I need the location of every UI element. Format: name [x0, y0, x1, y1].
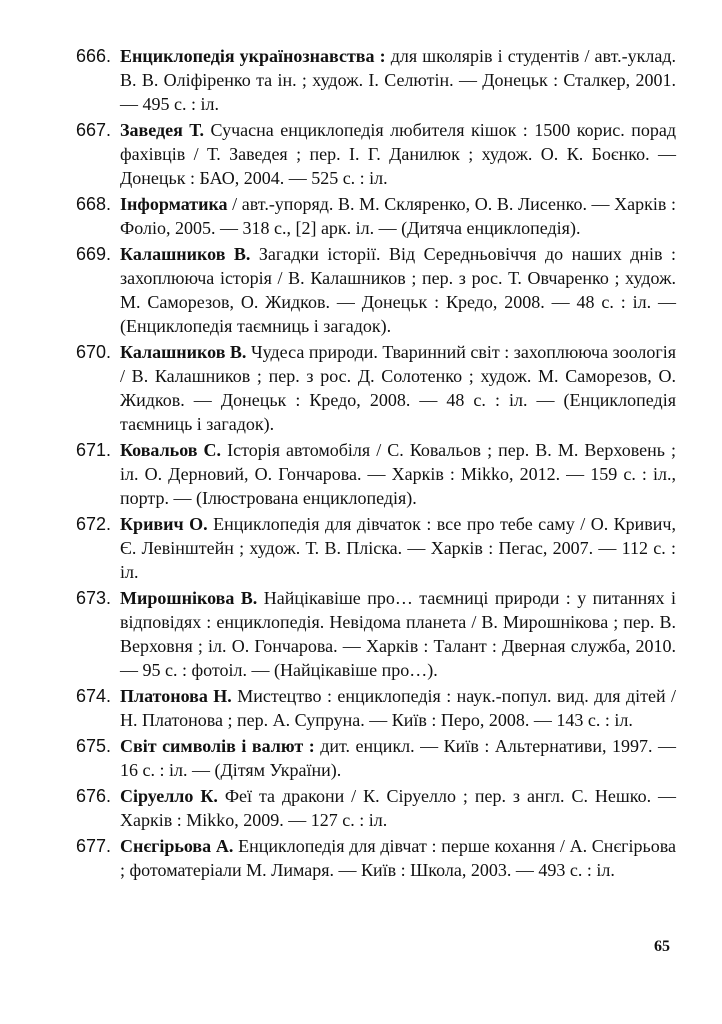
entry-heading: Калашников В.	[120, 244, 251, 264]
entry-number: 668.	[76, 194, 112, 214]
entry-heading: Кривич О.	[120, 514, 208, 534]
entry-body	[120, 734, 676, 782]
entry-heading: Калашников В.	[120, 342, 247, 362]
entry-heading: Ковальов С.	[120, 440, 222, 460]
entry-text: Сучасна енциклопедія любителя кішок : 1500 корис. порад фахівців / Т. Заведея ; пер. І. Г. Данилюк ; худож. О. К. Боєнко. — Донецьк : БАО, 2004. — 525 с. : іл.	[120, 120, 677, 188]
entry-text: Мистецтво : енциклопедія : наук.-попул. вид. для дітей / Н. Платонова ; пер. А. Супруна. — Київ : Перо, 2008. — 143 с. : іл.	[120, 686, 676, 730]
entry-text: дит. енцикл. — Київ : Альтернативи, 1997. — 16 с. : іл. — (Дітям України).	[120, 736, 676, 780]
entry-heading: Світ символів і валют :	[120, 736, 315, 756]
bibliography-entry	[76, 192, 676, 240]
entry-body	[120, 192, 676, 240]
entry-body	[120, 512, 676, 584]
entry-heading: Мирошнікова В.	[120, 588, 258, 608]
entry-text: Чудеса природи. Тваринний світ : захоплююча зоологія / В. Калашников ; пер. з рос. Д. Солотенко ; худож. М. Саморезов, О. Жидков. — Донецьк : Кредо, 2008. — 48 с. : іл. — (Енциклопедія таємниць і загадок).	[120, 342, 676, 434]
entry-text: Енциклопедія для дівчат : перше кохання / А. Снєгірьова ; фотоматеріали М. Лимаря. — Київ : Школа, 2003. — 493 с. : іл.	[120, 836, 677, 880]
entry-number: 675.	[76, 736, 112, 756]
entry-text: Історія автомобіля / С. Ковальов ; пер. В. М. Верховень ; іл. О. Дерновий, О. Гончарова. — Харків : Mikko, 2012. — 159 с. : іл., портр. — (Ілюстрована енциклопедія).	[120, 440, 676, 508]
entry-heading: Енциклопедія українознавства :	[120, 46, 386, 66]
entry-number: 677.	[76, 836, 112, 856]
entry-number: 666.	[76, 46, 112, 66]
entry-number: 667.	[76, 120, 112, 140]
entry-heading: Снєгірьова А.	[120, 836, 234, 856]
entry-number: 670.	[76, 342, 112, 362]
entry-body	[120, 340, 676, 436]
entry-body	[120, 784, 676, 832]
bibliography-entry	[76, 438, 676, 510]
bibliography-list	[76, 44, 676, 884]
entry-number: 669.	[76, 244, 112, 264]
entry-body	[120, 44, 676, 116]
bibliography-entry	[76, 118, 676, 190]
bibliography-entry	[76, 684, 676, 732]
bibliography-entry	[76, 512, 676, 584]
entry-text: Енциклопедія для дівчаток : все про тебе саму / О. Кривич, Є. Левінштейн ; худож. Т. В. Пліска. — Харків : Пегас, 2007. — 112 с. : іл.	[120, 514, 676, 582]
entry-number: 671.	[76, 440, 112, 460]
entry-text: Феї та дракони / К. Сіруелло ; пер. з англ. С. Нешко. — Харків : Mikko, 2009. — 127 с. : іл.	[120, 786, 676, 830]
entry-body	[120, 118, 676, 190]
entry-body	[120, 684, 676, 732]
bibliography-entry	[76, 44, 676, 116]
entry-body	[120, 834, 676, 882]
entry-heading: Сіруелло К.	[120, 786, 218, 806]
entry-heading: Інформатика	[120, 194, 228, 214]
bibliography-entry	[76, 734, 676, 782]
bibliography-entry	[76, 340, 676, 436]
entry-number: 676.	[76, 786, 112, 806]
bibliography-entry	[76, 586, 676, 682]
entry-text: для школярів і студентів / авт.-уклад. В. В. Оліфіренко та ін. ; худож. І. Селютін. — Донецьк : Сталкер, 2001. — 495 с. : іл.	[120, 46, 676, 114]
entry-number: 672.	[76, 514, 112, 534]
entry-text: Загадки історії. Від Середньовіччя до наших днів : захоплююча історія / В. Калашников ; пер. з рос. Т. Овчаренко ; худож. М. Саморезов, О. Жидков. — Донецьк : Кредо, 2008. — 48 с. : іл. — (Енциклопедія таємниць і загадок).	[120, 244, 676, 336]
entry-body	[120, 586, 676, 682]
entry-number: 673.	[76, 588, 112, 608]
entry-body	[120, 438, 676, 510]
page-number: 65	[654, 938, 670, 955]
entry-text: / авт.-упоряд. В. М. Скляренко, О. В. Лисенко. — Харків : Фоліо, 2005. — 318 с., [2] арк. іл. — (Дитяча енциклопедія).	[120, 194, 676, 238]
bibliography-entry	[76, 242, 676, 338]
entry-number: 674.	[76, 686, 112, 706]
entry-heading: Заведея Т.	[120, 120, 205, 140]
bibliography-entry	[76, 784, 676, 832]
entry-heading: Платонова Н.	[120, 686, 232, 706]
bibliography-entry	[76, 834, 676, 882]
entry-body	[120, 242, 676, 338]
entry-text: Найцікавіше про… таємниці природи : у питаннях і відповідях : енциклопедія. Невідома планета / В. Мирошнікова ; пер. В. Верховня ; іл. О. Гончарова. — Харків : Талант : Дверная служба, 2010. — 95 с. : фотоіл. — (Найцікавіше про…).	[120, 588, 676, 680]
